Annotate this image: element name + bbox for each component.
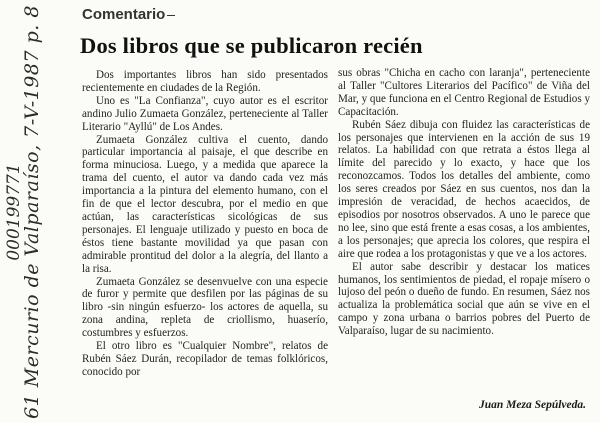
author-signature: Juan Meza Sepúlveda. bbox=[478, 399, 586, 411]
article-column-1 bbox=[82, 69, 328, 379]
article-column-2 bbox=[338, 67, 590, 338]
section-dash bbox=[167, 15, 175, 16]
section-label-text: Comentario bbox=[82, 6, 166, 23]
paragraph: Uno es "La Confianza", cuyo autor es el escritor andino Julio Zumaeta González, perteneciente al Taller Literario "Ayllú" de Los Andes. bbox=[82, 94, 328, 133]
paragraph: Zumaeta González cultiva el cuento, dando particular importancia al paisaje, el que describe en forma minuciosa. Luego, y a medida que aparece la trama del cuento, el autor va dando cada vez más importancia a la pintura del elemento humano, con el fin de que el lector descubra, por el medio en que actúan, las características sicológicas de sus personajes. El lenguaje utilizado y puesto en boca de éstos tiene bastante movilidad ya que pasan con admirable prontitud del dolor a la alegría, del llanto a la risa. bbox=[82, 133, 328, 275]
paragraph: Dos importantes libros han sido presentados recientemente en ciudades de la Región. bbox=[82, 69, 328, 94]
paragraph: sus obras "Chicha en cacho con laranja", perteneciente al Taller "Cultores Literarios del Pacífico" de Viña del Mar, y que funciona en el Centro Regional de Estudios y Capacitación. bbox=[338, 67, 590, 118]
source-annotation: 61 Mercurio de Valparaíso, 7-V-1987 p. 8 bbox=[21, 5, 43, 419]
paragraph: Zumaeta González se desenvuelve con una especie de furor y permite que desfilen por las páginas de su libro -sin ningún esfuerzo- los actores de aquella, su zona andina, repleta de criollismo, huaserío, costumbres y esfuerzos. bbox=[82, 275, 328, 340]
archive-id: 000199771 bbox=[4, 163, 24, 261]
paragraph: El autor sabe describir y destacar los matices humanos, los sentimientos de piedad, el ropaje mísero o lujoso del peón o dueño de fundo. En resumen, Sáez nos actualiza la problemática social que aún se vive en el campo y zona urbana o barrios pobres del Puerto de Valparaíso, lugar de su nacimiento. bbox=[338, 260, 590, 338]
paragraph: Rubén Sáez dibuja con fluidez las características de los personajes que intervienen en la acción de sus 19 relatos. La habilidad con que retrata a éstos llega al límite del parecido y lo exacto, y hace que los reconozcamos. Todos los detalles del ambiente, como los seres creados por Sáez en sus cuentos, nos dan la impresión de veracidad, de hechos acaecidos, de episodios por nosotros observados. A uno le parece que no lee, sino que está frente a esas cosas, a los ambientes, a los personajes; que aprecia los colores, que respira el aire que rodea a los protagonistas y que ve a los actores. bbox=[338, 118, 590, 260]
section-label bbox=[82, 6, 175, 23]
paragraph: El otro libro es "Cualquier Nombre", relatos de Rubén Sáez Durán, recopilador de temas folklóricos, conocido por bbox=[82, 340, 328, 378]
article-title: Dos libros que se publicaron recién bbox=[80, 33, 423, 58]
handwritten-margin-note bbox=[2, 0, 62, 423]
